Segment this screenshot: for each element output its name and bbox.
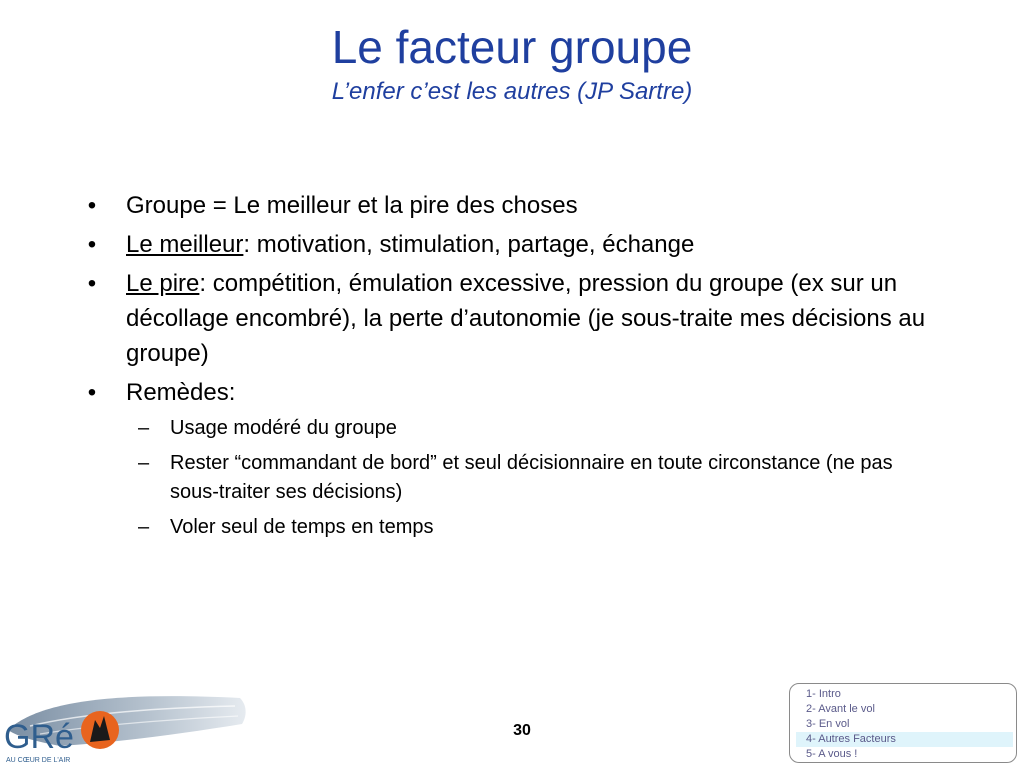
bullet-item: [82, 227, 942, 262]
bullet-keyword: Le pire: [126, 270, 200, 297]
remedy-item: [82, 513, 942, 542]
remedy-text: Rester “commandant de bord” et seul décisionnaire en toute circonstance (ne pas sous-traiter ses décisions): [170, 452, 893, 503]
bullet-dot: •: [87, 192, 97, 219]
nav-item-autres-facteurs[interactable]: 4- Autres Facteurs: [796, 732, 1013, 747]
bullet-text: Groupe = Le meilleur et la pire des choses: [126, 192, 578, 219]
nav-item-a-vous[interactable]: 5- A vous !: [806, 748, 858, 760]
logo-tagline: AU CŒUR DE L'AIR: [6, 757, 71, 764]
feather-wing-logo: [0, 690, 250, 766]
remedy-text: Voler seul de temps en temps: [170, 516, 434, 538]
remedy-item: [82, 414, 942, 443]
nav-item-en-vol[interactable]: 3- En vol: [806, 718, 850, 730]
bullet-dot: •: [87, 379, 97, 406]
bullet-item: [82, 375, 942, 410]
remedy-item: [82, 449, 942, 507]
nav-item-intro[interactable]: 1- Intro: [806, 688, 841, 700]
bullet-item: [82, 188, 942, 223]
slide-title: Le facteur groupe: [331, 21, 693, 73]
bullet-keyword: Le meilleur: [126, 231, 244, 258]
logo-text: GRé: [4, 718, 74, 756]
bullet-text: : motivation, stimulation, partage, échange: [243, 231, 695, 258]
bullet-dot: •: [87, 270, 97, 297]
bullet-text: Remèdes:: [126, 379, 236, 406]
remedy-dash: –: [138, 417, 150, 439]
remedy-dash: –: [138, 516, 150, 538]
remedy-dash: –: [138, 452, 150, 474]
remedy-text: Usage modéré du groupe: [170, 417, 397, 439]
bullet-item: [82, 266, 942, 371]
nav-item-avant-le-vol[interactable]: 2- Avant le vol: [806, 703, 875, 715]
bullet-list: [82, 188, 942, 548]
slide-subtitle: L’enfer c’est les autres (JP Sartre): [331, 78, 693, 105]
page-number: 30: [513, 722, 531, 739]
bullet-dot: •: [87, 231, 97, 258]
bullet-text: : compétition, émulation excessive, pression du groupe (ex sur un décollage encombré), la perte d’autonomie (je sous-traite mes décisions au groupe): [126, 270, 926, 367]
section-navigation: [789, 683, 1017, 763]
